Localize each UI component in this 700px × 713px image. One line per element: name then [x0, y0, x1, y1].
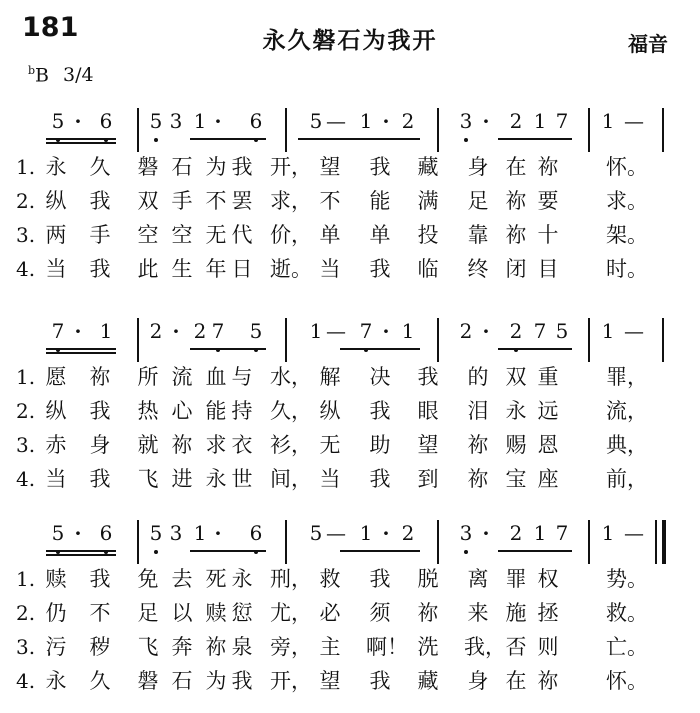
jianpu-note: 6 [96, 110, 116, 132]
hymn-category: 福音 [628, 32, 668, 56]
lyric-syllable: 脱 [417, 567, 439, 591]
lyric-syllable: 久 [89, 669, 111, 693]
lyric-syllable: 我 [231, 155, 253, 179]
jianpu-note: 5 [309, 109, 323, 133]
lyric-syllable: 奔 [171, 635, 193, 659]
lyric-syllable: 则 [537, 635, 559, 659]
verse-number: 2. [16, 189, 36, 213]
jianpu-note: 1 [401, 319, 415, 343]
lyric-syllable: 主 [319, 635, 341, 659]
jianpu-note: 2 [149, 319, 163, 343]
lyric-syllable: 持 [231, 399, 253, 423]
underline-beam [190, 550, 266, 552]
hymn-number: 181 [22, 12, 79, 43]
dotted-rhythm-mark: · [482, 109, 490, 133]
barline [137, 318, 139, 362]
lyric-syllable: 流， [606, 399, 648, 423]
lyric-syllable: 就 [137, 433, 159, 457]
low-octave-dot [464, 138, 468, 142]
jianpu-note: 2 [193, 319, 207, 343]
lyric-syllable: 我 [369, 257, 391, 281]
lyric-syllable: 愆 [231, 601, 253, 625]
underline-beam [498, 348, 572, 350]
jianpu-note: 3 [456, 110, 476, 132]
lyric-syllable: 祢 [89, 365, 111, 389]
lyric-syllable: 世 [231, 467, 253, 491]
lyric-syllable: 污 [45, 635, 67, 659]
lyric-syllable: 远 [537, 399, 559, 423]
jianpu-note: 6 [96, 522, 116, 544]
tie-dash: — [326, 109, 346, 133]
jianpu-note: 1 [359, 521, 373, 545]
lyric-syllable: 求 [205, 433, 227, 457]
jianpu-note: 3 [169, 521, 183, 545]
lyric-syllable: 助 [369, 433, 391, 457]
dotted-rhythm-mark: · [74, 319, 82, 343]
verse-number: 3. [16, 635, 36, 659]
lyric-syllable: 祢 [505, 223, 527, 247]
underline-beam [190, 138, 266, 140]
lyric-syllable: 靠 [467, 223, 489, 247]
lyric-syllable: 求。 [606, 189, 648, 213]
underline-beam [190, 348, 266, 350]
lyric-syllable: 永 [45, 669, 67, 693]
lyric-syllable: 要 [537, 189, 559, 213]
underline-beam [46, 352, 116, 354]
dotted-rhythm-mark: · [74, 109, 82, 133]
final-barline-thin [655, 520, 657, 564]
lyric-syllable: 典， [606, 433, 648, 457]
lyric-syllable: 飞 [137, 467, 159, 491]
lyric-syllable: 久 [89, 155, 111, 179]
low-octave-dot [464, 550, 468, 554]
lyric-syllable: 代 [231, 223, 253, 247]
lyric-syllable: 祢 [417, 601, 439, 625]
lyric-syllable: 足 [137, 601, 159, 625]
underline-beam [46, 550, 116, 552]
music-system [0, 108, 700, 298]
lyric-syllable: 磐 [137, 669, 159, 693]
tie-dash: — [624, 521, 644, 545]
lyric-syllable: 赐 [505, 433, 527, 457]
lyric-syllable: 闭 [505, 257, 527, 281]
lyric-syllable: 架。 [606, 223, 648, 247]
lyric-syllable: 拯 [537, 601, 559, 625]
barline [588, 520, 590, 564]
notation-line [0, 520, 700, 564]
lyric-syllable: 为 [205, 669, 227, 693]
lyric-syllable: 永 [45, 155, 67, 179]
lyric-syllable: 来 [467, 601, 489, 625]
lyric-syllable: 以 [171, 601, 193, 625]
lyric-syllable: 手 [89, 223, 111, 247]
jianpu-note: 5 [146, 110, 166, 132]
lyric-syllable: 我 [89, 189, 111, 213]
lyric-syllable: 亡。 [606, 635, 648, 659]
lyric-syllable: 临 [417, 257, 439, 281]
lyric-syllable: 单 [319, 223, 341, 247]
jianpu-note: 1 [601, 319, 615, 343]
lyric-syllable: 在 [505, 669, 527, 693]
jianpu-note: 7 [533, 319, 547, 343]
lyric-syllable: 十 [537, 223, 559, 247]
music-system [0, 318, 700, 508]
barline [137, 108, 139, 152]
lyric-syllable: 决 [369, 365, 391, 389]
tie-dash: — [624, 109, 644, 133]
lyric-syllable: 价， [270, 223, 312, 247]
jianpu-note: 1 [601, 521, 615, 545]
verse-number: 3. [16, 433, 36, 457]
key-flat: b [28, 64, 36, 77]
underline-beam [46, 348, 116, 350]
lyric-syllable: 祢 [537, 155, 559, 179]
notation-line [0, 108, 700, 152]
lyric-syllable: 怀。 [606, 669, 648, 693]
hymn-title: 永久磐石为我开 [262, 28, 438, 54]
verse-number: 4. [16, 669, 36, 693]
lyric-syllable: 双 [505, 365, 527, 389]
lyric-syllable: 须 [369, 601, 391, 625]
dotted-rhythm-mark: · [172, 319, 180, 343]
key-letter: B [35, 64, 50, 87]
lyric-syllable: 祢 [205, 635, 227, 659]
barline [285, 520, 287, 564]
lyric-syllable: 否 [505, 635, 527, 659]
dotted-rhythm-mark: · [482, 319, 490, 343]
jianpu-note: 1 [309, 319, 323, 343]
lyric-syllable: 开， [270, 155, 312, 179]
lyric-syllable: 衣 [231, 433, 253, 457]
key-signature [28, 64, 94, 86]
barline [437, 108, 439, 152]
jianpu-note: 1 [99, 319, 113, 343]
music-system [0, 520, 700, 710]
underline-beam [340, 550, 420, 552]
lyric-syllable: 我 [369, 669, 391, 693]
lyric-syllable: 无 [205, 223, 227, 247]
lyric-syllable: 能 [369, 189, 391, 213]
lyric-syllable: 旁， [270, 635, 312, 659]
jianpu-note: 7 [555, 521, 569, 545]
lyric-syllable: 身 [467, 669, 489, 693]
jianpu-note: 6 [246, 110, 266, 132]
lyric-syllable: 怀。 [606, 155, 648, 179]
jianpu-note: 5 [246, 320, 266, 342]
barline [285, 108, 287, 152]
lyric-syllable: 手 [171, 189, 193, 213]
lyric-syllable: 去 [171, 567, 193, 591]
jianpu-note: 1 [193, 109, 207, 133]
lyric-syllable: 投 [417, 223, 439, 247]
lyric-syllable: 啊！ [366, 635, 408, 659]
jianpu-note: 2 [401, 521, 415, 545]
lyric-syllable: 重 [537, 365, 559, 389]
lyric-syllable: 必 [319, 601, 341, 625]
lyric-syllable: 身 [467, 155, 489, 179]
lyric-syllable: 心 [171, 399, 193, 423]
barline [437, 520, 439, 564]
jianpu-note: 3 [456, 522, 476, 544]
lyric-syllable: 的 [467, 365, 489, 389]
jianpu-note: 3 [169, 109, 183, 133]
lyric-syllable: 解 [319, 365, 341, 389]
barline [588, 108, 590, 152]
lyric-syllable: 宝 [505, 467, 527, 491]
lyric-syllable: 罪， [606, 365, 648, 389]
lyric-syllable: 无 [319, 433, 341, 457]
lyric-syllable: 恩 [537, 433, 559, 457]
lyric-syllable: 我 [369, 399, 391, 423]
dotted-rhythm-mark: · [382, 109, 390, 133]
low-octave-dot [154, 138, 158, 142]
jianpu-note: 7 [208, 320, 228, 342]
verse-number: 1. [16, 155, 36, 179]
tie-dash: — [326, 319, 346, 343]
lyric-syllable: 血 [205, 365, 227, 389]
lyric-syllable: 死 [205, 567, 227, 591]
lyric-syllable: 当 [319, 467, 341, 491]
lyric-syllable: 空 [171, 223, 193, 247]
dotted-rhythm-mark: · [74, 521, 82, 545]
jianpu-note: 5 [309, 521, 323, 545]
lyric-syllable: 进 [171, 467, 193, 491]
lyric-syllable: 祢 [467, 467, 489, 491]
barline [588, 318, 590, 362]
jianpu-note: 1 [533, 109, 547, 133]
lyric-syllable: 免 [137, 567, 159, 591]
low-octave-dot [154, 550, 158, 554]
lyric-syllable: 救 [319, 567, 341, 591]
lyric-syllable: 我 [231, 669, 253, 693]
dotted-rhythm-mark: · [382, 521, 390, 545]
lyric-syllable: 眼 [417, 399, 439, 423]
lyric-syllable: 洗 [417, 635, 439, 659]
jianpu-note: 1 [193, 521, 207, 545]
jianpu-note: 1 [533, 521, 547, 545]
verse-number: 2. [16, 399, 36, 423]
underline-beam [46, 138, 116, 140]
lyric-syllable: 为 [205, 155, 227, 179]
lyric-syllable: 与 [231, 365, 253, 389]
lyric-syllable: 石 [171, 669, 193, 693]
jianpu-note: 7 [356, 320, 376, 342]
lyric-syllable: 逝。 [270, 257, 312, 281]
jianpu-note: 1 [359, 109, 373, 133]
lyric-syllable: 座 [537, 467, 559, 491]
lyric-syllable: 衫， [270, 433, 312, 457]
lyric-syllable: 纵 [45, 399, 67, 423]
lyric-syllable: 不 [89, 601, 111, 625]
lyric-syllable: 单 [369, 223, 391, 247]
verse-number: 4. [16, 257, 36, 281]
lyric-syllable: 泪 [467, 399, 489, 423]
lyric-syllable: 望 [319, 669, 341, 693]
lyric-syllable: 当 [45, 257, 67, 281]
lyric-syllable: 施 [505, 601, 527, 625]
lyric-syllable: 间， [270, 467, 312, 491]
lyric-syllable: 当 [45, 467, 67, 491]
lyric-syllable: 开， [270, 669, 312, 693]
jianpu-note: 5 [48, 110, 68, 132]
jianpu-note: 7 [555, 109, 569, 133]
lyric-syllable: 祢 [467, 433, 489, 457]
lyric-syllable: 久， [270, 399, 312, 423]
lyric-syllable: 仍 [45, 601, 67, 625]
lyric-syllable: 赎 [45, 567, 67, 591]
jianpu-note: 2 [509, 109, 523, 133]
lyric-syllable: 我 [89, 399, 111, 423]
lyric-syllable: 不 [205, 189, 227, 213]
lyric-syllable: 祢 [537, 669, 559, 693]
lyric-syllable: 石 [171, 155, 193, 179]
lyric-syllable: 望 [417, 433, 439, 457]
lyric-syllable: 此 [137, 257, 159, 281]
lyric-syllable: 我， [464, 635, 506, 659]
verse-number: 4. [16, 467, 36, 491]
lyric-syllable: 祢 [505, 189, 527, 213]
lyric-syllable: 足 [467, 189, 489, 213]
lyric-syllable: 我 [369, 567, 391, 591]
lyric-syllable: 满 [417, 189, 439, 213]
lyric-syllable: 纵 [319, 399, 341, 423]
lyric-syllable: 两 [45, 223, 67, 247]
lyric-syllable: 刑， [270, 567, 312, 591]
lyric-syllable: 我 [89, 567, 111, 591]
lyric-syllable: 我 [369, 155, 391, 179]
lyric-syllable: 日 [231, 257, 253, 281]
barline [137, 520, 139, 564]
final-barline [662, 520, 666, 564]
lyric-syllable: 能 [205, 399, 227, 423]
jianpu-note: 7 [48, 320, 68, 342]
lyric-syllable: 不 [319, 189, 341, 213]
lyric-syllable: 我 [89, 467, 111, 491]
tie-dash: — [624, 319, 644, 343]
dotted-rhythm-mark: · [382, 319, 390, 343]
jianpu-note: 2 [506, 320, 526, 342]
lyric-syllable: 热 [137, 399, 159, 423]
lyric-syllable: 我 [417, 365, 439, 389]
lyric-syllable: 尤， [270, 601, 312, 625]
time-signature: 3/4 [63, 64, 94, 87]
lyric-syllable: 罪 [505, 567, 527, 591]
lyric-syllable: 我 [89, 257, 111, 281]
lyric-syllable: 磐 [137, 155, 159, 179]
end-barline [662, 318, 664, 362]
jianpu-note: 6 [246, 522, 266, 544]
verse-number: 2. [16, 601, 36, 625]
jianpu-note: 2 [509, 521, 523, 545]
lyric-syllable: 我 [369, 467, 391, 491]
jianpu-note: 2 [401, 109, 415, 133]
verse-number: 1. [16, 365, 36, 389]
jianpu-note: 5 [555, 319, 569, 343]
underline-beam [46, 142, 116, 144]
lyric-syllable: 空 [137, 223, 159, 247]
lyric-syllable: 水， [270, 365, 312, 389]
lyric-syllable: 年 [205, 257, 227, 281]
barline [285, 318, 287, 362]
lyric-syllable: 所 [137, 365, 159, 389]
lyric-syllable: 求， [270, 189, 312, 213]
lyric-syllable: 到 [417, 467, 439, 491]
tie-dash: — [326, 521, 346, 545]
barline [437, 318, 439, 362]
jianpu-note: 1 [601, 109, 615, 133]
lyric-syllable: 目 [537, 257, 559, 281]
lyric-syllable: 势。 [606, 567, 648, 591]
dotted-rhythm-mark: · [482, 521, 490, 545]
underline-beam [46, 554, 116, 556]
jianpu-note: 5 [146, 522, 166, 544]
lyric-syllable: 望 [319, 155, 341, 179]
lyric-syllable: 身 [89, 433, 111, 457]
jianpu-note: 5 [48, 522, 68, 544]
lyric-syllable: 赎 [205, 601, 227, 625]
lyric-syllable: 泉 [231, 635, 253, 659]
lyric-syllable: 前， [606, 467, 648, 491]
lyric-syllable: 祢 [171, 433, 193, 457]
lyric-syllable: 永 [231, 567, 253, 591]
lyric-syllable: 终 [467, 257, 489, 281]
lyric-syllable: 纵 [45, 189, 67, 213]
verse-number: 1. [16, 567, 36, 591]
underline-beam [298, 138, 420, 140]
lyric-syllable: 愿 [45, 365, 67, 389]
end-barline [662, 108, 664, 152]
lyric-syllable: 双 [137, 189, 159, 213]
lyric-syllable: 飞 [137, 635, 159, 659]
lyric-syllable: 权 [537, 567, 559, 591]
lyric-syllable: 永 [505, 399, 527, 423]
underline-beam [498, 138, 572, 140]
notation-line [0, 318, 700, 362]
lyric-syllable: 当 [319, 257, 341, 281]
verse-number: 3. [16, 223, 36, 247]
lyric-syllable: 在 [505, 155, 527, 179]
lyric-syllable: 离 [467, 567, 489, 591]
lyric-syllable: 藏 [417, 155, 439, 179]
lyric-syllable: 时。 [606, 257, 648, 281]
lyric-syllable: 永 [205, 467, 227, 491]
lyric-syllable: 流 [171, 365, 193, 389]
lyric-syllable: 救。 [606, 601, 648, 625]
lyric-syllable: 罢 [231, 189, 253, 213]
lyric-syllable: 秽 [89, 635, 111, 659]
lyric-syllable: 藏 [417, 669, 439, 693]
underline-beam [498, 550, 572, 552]
lyric-syllable: 赤 [45, 433, 67, 457]
underline-beam [340, 348, 420, 350]
dotted-rhythm-mark: · [214, 521, 222, 545]
jianpu-note: 2 [459, 319, 473, 343]
lyric-syllable: 生 [171, 257, 193, 281]
dotted-rhythm-mark: · [214, 109, 222, 133]
